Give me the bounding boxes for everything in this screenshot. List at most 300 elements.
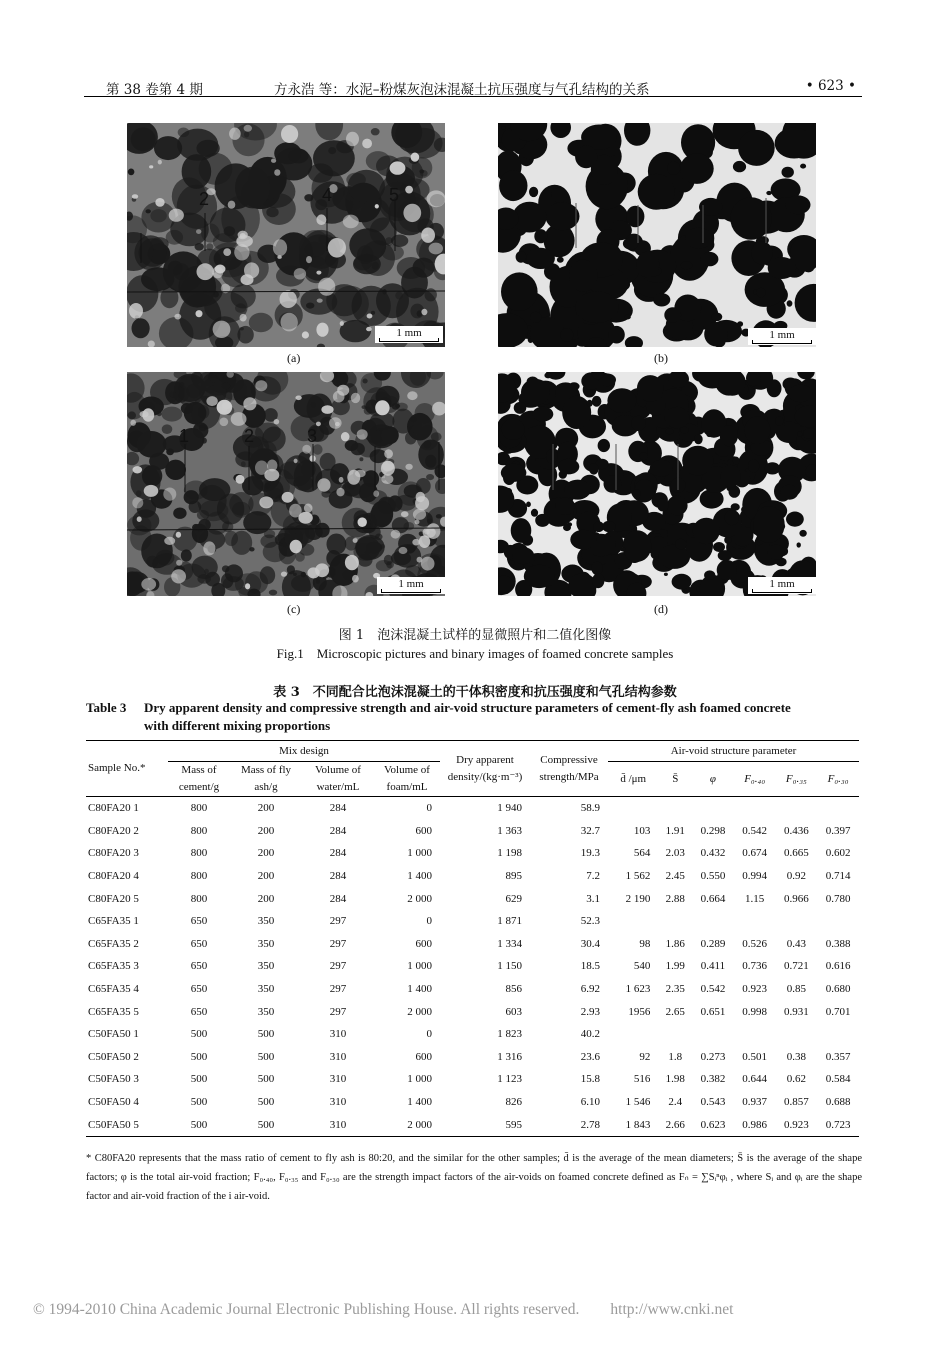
table-cell: 30.4 [580, 937, 600, 950]
pore [203, 541, 215, 555]
pore [756, 288, 766, 298]
pore [146, 209, 151, 213]
pore [181, 549, 192, 561]
pore [255, 380, 267, 391]
table-cell: 18.5 [580, 960, 600, 973]
pore [704, 322, 728, 346]
table-cell: 0.436 [784, 824, 809, 837]
pore [162, 424, 173, 434]
table-cell: 0.411 [700, 960, 726, 973]
table-cell: C50FA50 4 [88, 1096, 139, 1109]
pore [228, 201, 236, 209]
pore [730, 197, 771, 239]
pore [356, 536, 381, 560]
table-cell: 2.93 [580, 1005, 600, 1018]
pore [623, 238, 638, 250]
table-cell: 0.602 [825, 847, 851, 860]
table-cell: 2.03 [665, 847, 685, 860]
pore [397, 257, 425, 279]
figure-caption-cn: 图 1 泡沫混凝土试样的显微照片和二值化图像 [338, 628, 612, 643]
col-s: S̄ [658, 762, 692, 797]
table-cell: 1.8 [668, 1050, 683, 1063]
pore [235, 167, 270, 209]
pore [640, 452, 648, 460]
pore [551, 188, 567, 203]
pore [514, 402, 527, 414]
pore [339, 477, 344, 483]
pore [738, 130, 775, 166]
pore [146, 556, 158, 568]
pore [236, 235, 253, 247]
pore [259, 496, 273, 508]
table-cell: 0.38 [786, 1050, 806, 1063]
pore [712, 313, 723, 322]
table-cell [817, 1023, 859, 1046]
table-cell: 1.91 [665, 824, 685, 837]
table-cell: 0.986 [742, 1118, 768, 1131]
pore [176, 560, 182, 566]
pore [280, 290, 297, 308]
pore [321, 405, 333, 414]
pore [720, 425, 738, 446]
pore [148, 341, 155, 348]
pore [529, 187, 538, 197]
pore [604, 475, 622, 493]
table-cell: 650 [190, 937, 208, 950]
pore [706, 431, 712, 437]
pore [768, 257, 796, 279]
table-cell: 297 [329, 915, 347, 928]
table-cell: 895 [505, 870, 522, 883]
pore [427, 519, 433, 524]
pore [289, 527, 298, 535]
table-cell [734, 1023, 776, 1046]
table-cell: 0.665 [784, 847, 809, 860]
table-cell: C50FA50 5 [88, 1118, 139, 1131]
pore [294, 459, 298, 464]
pore [231, 531, 252, 555]
pore [351, 443, 365, 456]
pore [775, 128, 814, 159]
table-cell: 500 [257, 1028, 275, 1041]
table-cell: 0.550 [700, 870, 726, 883]
pore [767, 379, 782, 397]
pore [311, 402, 316, 407]
pore [733, 161, 746, 172]
pore [768, 545, 785, 560]
pore [340, 321, 344, 326]
table-cell [776, 1023, 818, 1046]
pore [667, 496, 688, 516]
pore [249, 313, 273, 332]
pore [575, 145, 597, 168]
pore [533, 407, 554, 422]
table-cell: 500 [257, 1050, 275, 1063]
table-cell: 350 [257, 937, 275, 950]
table-row [86, 842, 859, 865]
table-cell: 650 [190, 960, 208, 973]
table-cell [658, 1023, 692, 1046]
table-cell: C80FA20 2 [88, 824, 139, 837]
pore [511, 518, 532, 543]
pore [751, 241, 772, 264]
pore [803, 429, 814, 439]
table-cell: 629 [505, 892, 522, 905]
pore [155, 198, 164, 207]
pore [316, 271, 321, 275]
pore [403, 204, 421, 222]
table-cell: 350 [257, 915, 275, 928]
table-cell: 1 000 [407, 960, 432, 973]
table-cell: 2.65 [665, 1005, 685, 1018]
pore [130, 525, 151, 550]
table-cell [692, 797, 734, 820]
pore [132, 497, 143, 508]
mark-5-a: 5 [389, 185, 400, 205]
table-cell: C65FA35 3 [88, 960, 139, 973]
table-cell: 516 [633, 1073, 651, 1086]
table-cell: 500 [190, 1118, 208, 1131]
table-cell: 0.289 [700, 937, 726, 950]
col-water: Volume of water/mL [302, 762, 374, 797]
table-cell: 0.664 [700, 892, 726, 905]
pore [787, 300, 793, 306]
col-f030: F₀.₃₀ [817, 762, 859, 797]
pore [177, 129, 218, 161]
pore [263, 542, 287, 563]
pore [405, 432, 417, 445]
table-cell: 1 623 [625, 983, 651, 996]
pore [535, 514, 550, 527]
copyright-watermark: © 1994-2010 China Academic Journal Electronic Publishing House. All rights reserved. http://www.cnki.net [33, 1301, 734, 1318]
table-cell: 0 [426, 1028, 432, 1041]
table-cell: 0 [426, 802, 432, 815]
pore [274, 419, 280, 424]
table-cell: 1 562 [625, 870, 651, 883]
table-cell: 1 843 [625, 1118, 651, 1131]
table-cell: 2.4 [668, 1096, 683, 1109]
table-cell: 0.923 [784, 1118, 809, 1131]
pore [336, 488, 344, 497]
pore [418, 440, 444, 470]
pore [625, 336, 643, 347]
table-cell: 2.66 [665, 1118, 685, 1131]
table-cell: 284 [329, 892, 347, 905]
table-cell: 0.937 [742, 1096, 768, 1109]
pore [753, 506, 785, 543]
pore [685, 228, 712, 249]
pore [602, 521, 615, 532]
table-cell: 540 [633, 960, 651, 973]
pore [328, 238, 346, 258]
pore [633, 489, 641, 499]
pore [240, 327, 244, 330]
table-cell: 2 000 [407, 892, 432, 905]
pore [206, 396, 217, 406]
table-row [86, 1046, 859, 1069]
table-cell: 650 [190, 1005, 208, 1018]
table-cell: 600 [415, 824, 432, 837]
table-cell: 603 [505, 1005, 522, 1018]
pore [797, 542, 801, 547]
table-cell [608, 1023, 658, 1046]
table-cell: 650 [190, 983, 208, 996]
table-cell: 0.542 [700, 983, 726, 996]
pore [569, 260, 597, 292]
pore [561, 328, 574, 342]
pore [733, 457, 740, 465]
pore [524, 565, 555, 588]
table-cell: 0.357 [825, 1050, 851, 1063]
table-cell: C50FA50 1 [88, 1028, 139, 1041]
table-cell: 200 [257, 802, 275, 815]
table-cell: 297 [329, 937, 347, 950]
pore [427, 190, 445, 207]
scale-bar-a: 1 mm [375, 326, 443, 343]
table-cell: 0.644 [742, 1073, 768, 1086]
table-cell: 595 [505, 1118, 522, 1131]
pore [701, 252, 719, 266]
table-cell: 0.857 [784, 1096, 809, 1109]
pore [624, 123, 650, 146]
pore [358, 517, 367, 527]
table-caption-line1: Dry apparent density and compressive strength and air-void structure parameters of cement-fly ash foamed concrete [144, 700, 791, 715]
pore [169, 209, 184, 222]
table-cell: 284 [329, 802, 347, 815]
pore [302, 445, 311, 454]
table-cell: C80FA20 5 [88, 892, 139, 905]
table-cell: 0.542 [742, 824, 768, 837]
table-cell: 6.10 [580, 1096, 600, 1109]
table-cell: 284 [329, 870, 347, 883]
pore [362, 139, 372, 149]
pore [169, 392, 176, 398]
pore [421, 557, 435, 571]
table-row [86, 797, 859, 820]
table-cell: 0.723 [825, 1118, 851, 1131]
table-cell: 1 363 [497, 824, 522, 837]
binary-image-b-texture [498, 123, 816, 347]
table-cell: 564 [633, 847, 651, 860]
table-cell [658, 797, 692, 820]
pore [281, 313, 298, 332]
table-caption-cn: 表 3 不同配合比泡沫混凝土的干体积密度和抗压强度和气孔结构参数 [273, 685, 677, 700]
table-row [86, 1113, 859, 1136]
mark-3-c: 3 [307, 426, 318, 446]
table-cell: 0.680 [825, 983, 851, 996]
pore [360, 198, 390, 232]
table-row [86, 1023, 859, 1046]
micrograph-a-texture [127, 123, 445, 347]
pore [171, 569, 186, 583]
pore [558, 459, 579, 475]
table-cell: 1 546 [625, 1096, 651, 1109]
pore [638, 174, 675, 210]
panel-label-d: (d) [654, 602, 668, 616]
pore [128, 169, 135, 176]
mark-2-c: 2 [244, 426, 255, 446]
table-caption-en [86, 699, 866, 735]
pore [415, 403, 435, 423]
table-cell: 1 000 [407, 847, 432, 860]
pore [624, 315, 630, 320]
table-cell: 310 [329, 1073, 347, 1086]
table-cell: 0.966 [784, 892, 809, 905]
binary-image-d-texture [498, 372, 816, 596]
table-cell: 1 823 [497, 1028, 522, 1041]
pore [240, 314, 247, 322]
pore [775, 416, 784, 426]
pore [353, 538, 358, 543]
pore [304, 504, 313, 513]
table-cell: 0.43 [786, 937, 806, 950]
table-cell: 1 400 [407, 983, 432, 996]
pore [244, 125, 252, 132]
scale-bar-c: 1 mm [377, 577, 445, 594]
pore [243, 397, 256, 410]
micrograph-a [127, 123, 445, 347]
pore [421, 228, 435, 243]
table-cell: C65FA35 4 [88, 983, 139, 996]
pore [565, 480, 591, 500]
table-cell: 0.623 [700, 1118, 726, 1131]
pore [680, 153, 714, 184]
pore [765, 462, 781, 474]
pore [435, 479, 445, 494]
pore [598, 439, 610, 452]
pore [162, 407, 183, 422]
table-cell: C80FA20 1 [88, 802, 139, 815]
pore [425, 288, 437, 301]
data-table [86, 740, 859, 1137]
panel-label-a: (a) [287, 351, 301, 365]
pore [405, 186, 413, 194]
article-running-title: 方永浩 等：水泥–粉煤灰泡沫混凝土抗压强度与气孔结构的关系 [274, 82, 650, 98]
pore [664, 573, 668, 576]
pore [591, 562, 603, 576]
table-cell [817, 910, 859, 933]
table-cell: 0.931 [784, 1005, 809, 1018]
pore [294, 268, 306, 279]
pore [281, 125, 298, 143]
table-cell [734, 910, 776, 933]
pore [607, 388, 636, 413]
binary-image-d [498, 372, 816, 596]
table-cell: 800 [190, 892, 208, 905]
pore [562, 396, 591, 429]
table-cell: 200 [257, 870, 275, 883]
pore [800, 164, 806, 169]
pore [197, 263, 214, 280]
pore [337, 385, 349, 396]
table-cell: 310 [329, 1050, 347, 1063]
pore [717, 560, 737, 580]
pore [748, 460, 759, 473]
table-cell: 0.382 [700, 1073, 726, 1086]
table-cell: 1 198 [497, 847, 522, 860]
pore [657, 498, 669, 511]
pore [680, 427, 689, 434]
pore [375, 400, 389, 415]
pore [210, 375, 217, 383]
table-cell: 0.584 [825, 1073, 851, 1086]
pore [391, 235, 408, 247]
pore [545, 202, 579, 230]
pore [144, 485, 159, 497]
pore [608, 326, 624, 344]
pore [366, 327, 372, 331]
journal-volume: 第 38 卷第 4 期 [106, 82, 203, 98]
table-cell [658, 910, 692, 933]
table-cell: 500 [257, 1073, 275, 1086]
pore [694, 330, 700, 335]
table-cell: 0.736 [742, 960, 768, 973]
pore [274, 142, 301, 164]
table-cell [608, 797, 658, 820]
pore [357, 245, 373, 264]
table-cell: 1.99 [665, 960, 685, 973]
pore [786, 195, 811, 214]
pore [653, 293, 670, 306]
table-cell: 0.501 [742, 1050, 768, 1063]
table-cell: 200 [257, 824, 275, 837]
pore [544, 372, 551, 378]
pore [357, 429, 368, 439]
pore [399, 547, 408, 554]
pore [694, 434, 703, 444]
pore [421, 309, 427, 315]
pore [351, 393, 360, 403]
pore [405, 464, 412, 470]
pore [501, 464, 527, 482]
pore [219, 418, 228, 427]
pore [766, 191, 771, 195]
table-row [86, 887, 859, 910]
table-cell: 350 [257, 1005, 275, 1018]
pore [222, 383, 231, 390]
pore [345, 555, 359, 570]
pore [375, 204, 379, 208]
table-cell: 2.78 [580, 1118, 600, 1131]
pore [217, 400, 233, 415]
pore [509, 561, 514, 565]
pore [213, 266, 224, 278]
pore [371, 128, 380, 135]
pore [725, 510, 739, 525]
pore [141, 578, 156, 590]
pore [782, 167, 794, 178]
pore [150, 209, 166, 222]
mark-1-c: 1 [179, 426, 190, 446]
pore [195, 243, 204, 251]
table-cell: 1.86 [665, 937, 685, 950]
table-cell [734, 797, 776, 820]
pore [667, 161, 680, 175]
table-cell: 500 [190, 1096, 208, 1109]
pore [277, 255, 281, 259]
pore [129, 303, 143, 319]
pore [371, 501, 393, 528]
pore [213, 321, 231, 338]
pore [307, 567, 319, 578]
pore [526, 248, 555, 269]
table-cell: 297 [329, 983, 347, 996]
pore [376, 283, 409, 318]
table-cell: 200 [257, 847, 275, 860]
table-cell: 1 871 [497, 915, 522, 928]
pore [637, 375, 664, 402]
pore [316, 323, 328, 337]
